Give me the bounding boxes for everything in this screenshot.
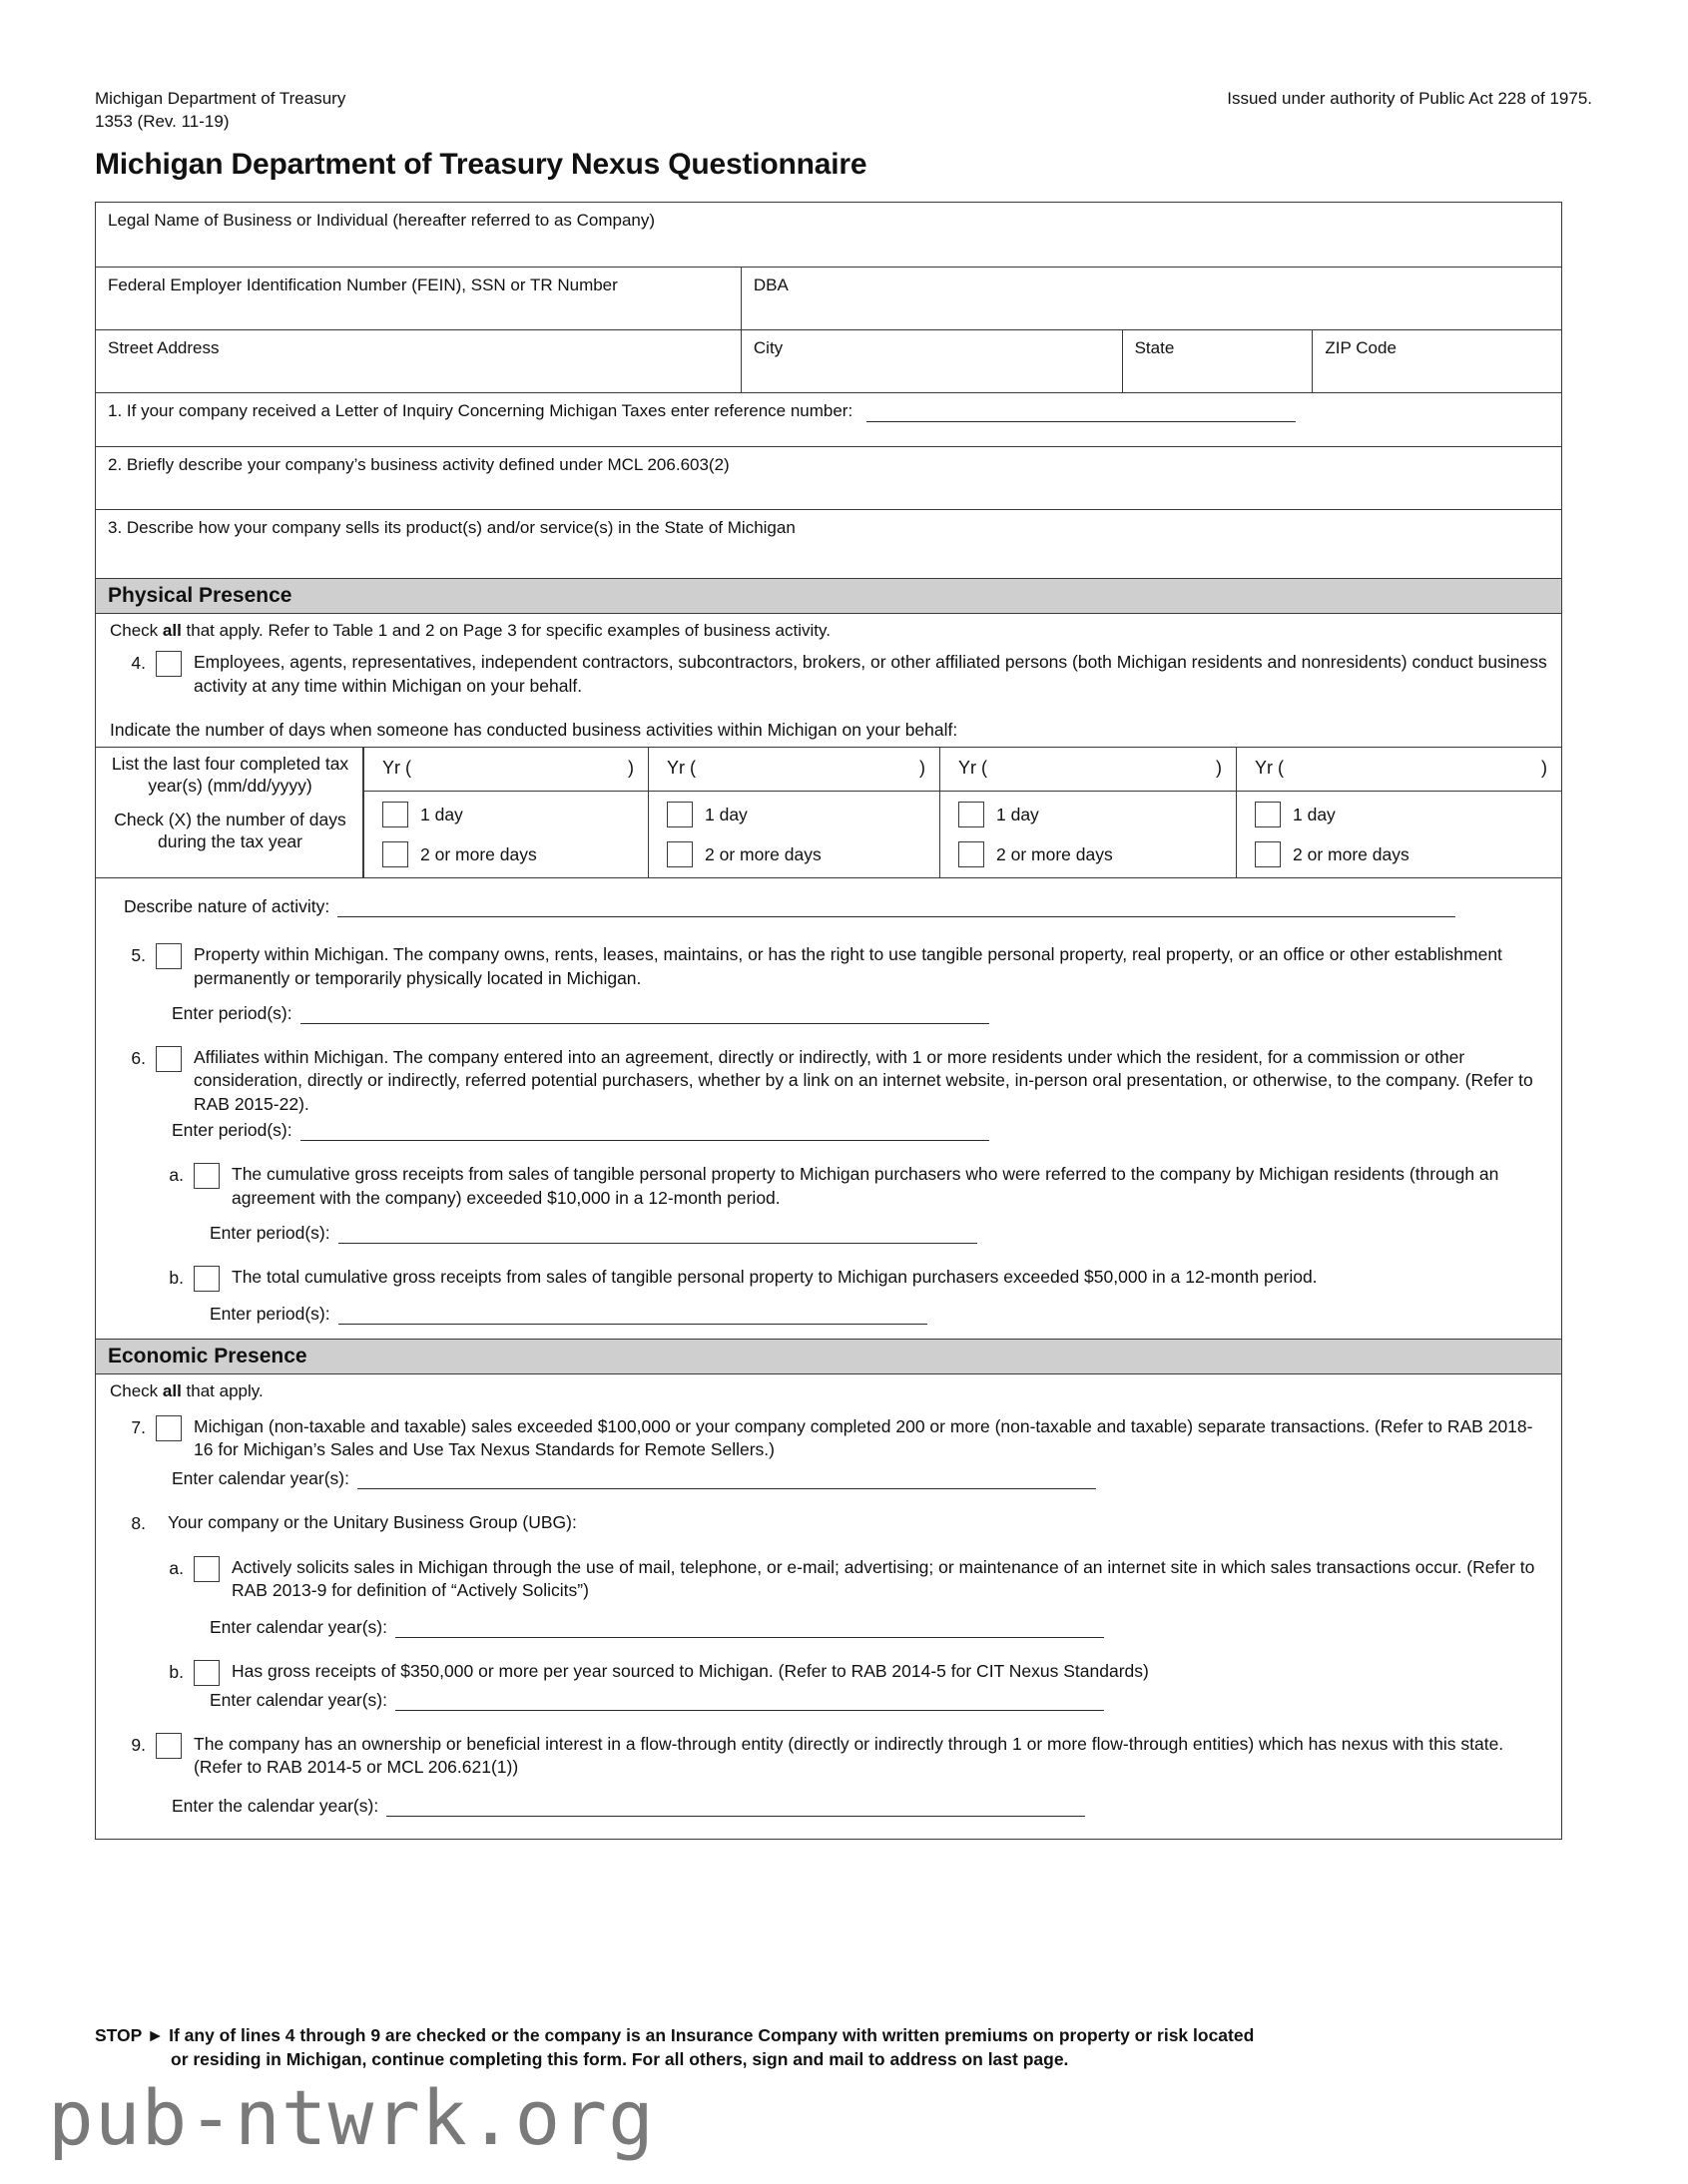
year-3-one-day-checkbox[interactable] (958, 802, 984, 827)
question-2-row (96, 447, 1561, 510)
header-left (95, 88, 345, 134)
item-8a (110, 1556, 1547, 1603)
state-label: State (1134, 338, 1175, 357)
item-6b-period-label: Enter period(s): (210, 1303, 330, 1324)
section-physical-presence-header: Physical Presence (96, 579, 1561, 614)
year-3-two-days-label: 2 or more days (996, 843, 1113, 864)
fein-dba-row (96, 268, 1561, 330)
year-header-3[interactable] (940, 748, 1236, 792)
header-right (1227, 88, 1592, 134)
item-7-year-label: Enter calendar year(s): (172, 1467, 349, 1488)
item-4-block (96, 651, 1561, 747)
year-1-two-days-label: 2 or more days (420, 843, 537, 864)
item-8b (110, 1660, 1547, 1686)
item-6-text: Affiliates within Michigan. The company entered into an agreement, directly or indirectly, with 1 or more residents under which the resident, for a commission or other consideration, directly or indirectly, referred potential purchasers, whether by a link on an internet website, in-person oral presentation, or otherwise, to the company. (Refer to RAB 2015-22). (194, 1046, 1533, 1114)
item-9 (110, 1733, 1547, 1780)
year-prefix-4: Yr ( (1255, 758, 1284, 779)
item-8a-year-input[interactable] (395, 1620, 1104, 1638)
days-intro: Indicate the number of days when someone has conducted business activities within Michigan on your behalf: (110, 720, 958, 741)
year-2-one-day-checkbox[interactable] (667, 802, 693, 827)
item-6a-period-input[interactable] (338, 1226, 977, 1244)
street-label: Street Address (108, 338, 220, 357)
year-options-4 (1237, 792, 1561, 877)
question-1-row (96, 393, 1561, 447)
stop-label: STOP (95, 2025, 143, 2045)
item-6-period-input[interactable] (300, 1123, 989, 1141)
year-1-one-day-label: 1 day (420, 804, 463, 824)
year-4-one-day-checkbox[interactable] (1255, 802, 1281, 827)
year-column-1 (363, 748, 648, 877)
economic-instruction-pre: Check (110, 1380, 163, 1400)
item-5-text: Property within Michigan. The company owns, rents, leases, maintains, or has the right to use tangible personal property, real property, or an office or other establishment permanently or temporarily physically located in Michigan. (194, 944, 1502, 988)
economic-instruction (96, 1374, 1561, 1401)
item-9-year-input[interactable] (386, 1799, 1085, 1817)
page-title: Michigan Department of Treasury Nexus Questionnaire (95, 148, 867, 181)
item-7-text: Michigan (non-taxable and taxable) sales exceeded $100,000 or your company completed 200 or more (non-taxable and taxable) separate transactions. (Refer to RAB 2018-16 for Michigan’s Sales and Use Tax Nexus Standards for Remote Sellers.) (194, 1415, 1533, 1460)
city-label: City (753, 338, 784, 357)
item-6a-number: a. (169, 1165, 184, 1186)
year-prefix-3: Yr ( (958, 758, 987, 779)
year-header-1[interactable] (364, 748, 648, 792)
item-6b-checkbox[interactable] (194, 1266, 220, 1292)
year-4-two-days-label: 2 or more days (1293, 843, 1409, 864)
question-3[interactable] (96, 510, 1561, 578)
year-3-one-day[interactable] (958, 802, 1222, 827)
watermark: pub-ntwrk.org (48, 2073, 655, 2162)
item-4 (110, 651, 1547, 698)
item-8a-checkbox[interactable] (194, 1556, 220, 1582)
check-days-label: Check (X) the number of days during the tax year (114, 810, 346, 852)
year-4-one-day[interactable] (1255, 802, 1547, 827)
item-5-number: 5. (131, 945, 146, 966)
item-7-year-row (110, 1468, 1547, 1489)
agency-name: Michigan Department of Treasury (95, 89, 346, 108)
item-6b-period-input[interactable] (338, 1307, 927, 1325)
item-6a (110, 1163, 1547, 1210)
item-4-text: Employees, agents, representatives, independent contractors, subcontractors, brokers, or other affiliated persons (both Michigan residents and nonresidents) conduct business activity at any time within Michigan on your behalf. (194, 652, 1547, 696)
zip-field[interactable] (1312, 330, 1561, 392)
fein-field[interactable] (96, 268, 741, 329)
year-4-one-day-label: 1 day (1293, 804, 1336, 824)
stop-arrow-icon: ► (146, 2025, 165, 2045)
question-1 (96, 393, 1561, 446)
section-economic-presence-header: Economic Presence (96, 1339, 1561, 1374)
item-9-year-label: Enter the calendar year(s): (172, 1796, 379, 1816)
year-1-two-days[interactable] (382, 841, 634, 867)
item-6b-text: The total cumulative gross receipts from sales of tangible personal property to Michigan purchasers exceeded $50,000 in a 12-month period. (232, 1266, 1318, 1287)
year-suffix-2: ) (919, 758, 925, 779)
item-5-checkbox[interactable] (156, 943, 182, 969)
item-6-checkbox[interactable] (156, 1046, 182, 1072)
days-table (96, 747, 1561, 878)
stop-notice (95, 2024, 1572, 2071)
year-prefix-1: Yr ( (382, 758, 411, 779)
year-header-4[interactable] (1237, 748, 1561, 792)
question-2-label: 2. Briefly describe your company’s business activity defined under MCL 206.603(2) (108, 455, 730, 474)
year-header-2[interactable] (649, 748, 939, 792)
item-6b-period-row (110, 1304, 1547, 1325)
zip-label: ZIP Code (1325, 338, 1397, 357)
item-4-number: 4. (131, 653, 146, 673)
physical-instruction-pre: Check (110, 621, 163, 640)
item-5-period-input[interactable] (300, 1006, 989, 1024)
item-8b-year-row (110, 1690, 1547, 1711)
item-8a-number: a. (169, 1557, 184, 1578)
item-8-number: 8. (131, 1512, 146, 1533)
legal-name-label: Legal Name of Business or Individual (hereafter referred to as Company) (108, 211, 656, 230)
item-6b (110, 1266, 1547, 1292)
item-7-year-input[interactable] (357, 1471, 1096, 1489)
item-9-checkbox[interactable] (156, 1733, 182, 1759)
year-prefix-2: Yr ( (667, 758, 696, 779)
year-suffix-3: ) (1216, 758, 1222, 779)
physical-instruction-bold: all (162, 621, 182, 640)
economic-instruction-bold: all (162, 1380, 182, 1400)
item-8b-checkbox[interactable] (194, 1660, 220, 1686)
describe-activity-input[interactable] (337, 899, 1455, 917)
item-4-checkbox[interactable] (156, 651, 182, 677)
year-options-2 (649, 792, 939, 877)
item-7-checkbox[interactable] (156, 1415, 182, 1441)
dba-label: DBA (753, 275, 789, 294)
item-6a-checkbox[interactable] (194, 1163, 220, 1189)
dba-field[interactable] (741, 268, 1561, 329)
tax-years-label: List the last four completed tax year(s) (mm/dd/yyyy) (111, 754, 349, 797)
question-1-input[interactable] (866, 401, 1296, 422)
item-6a-text: The cumulative gross receipts from sales of tangible personal property to Michigan purchasers who were referred to the company by Michigan residents (through an agreement with the company) exceeded $10,000 in a 12-month period. (232, 1164, 1499, 1208)
year-4-two-days-checkbox[interactable] (1255, 841, 1281, 867)
year-3-two-days[interactable] (958, 841, 1222, 867)
describe-activity-label: Describe nature of activity: (124, 896, 330, 917)
item-8b-year-input[interactable] (395, 1693, 1104, 1711)
item-9-text: The company has an ownership or beneficial interest in a flow-through entity (directly or indirectly through 1 or more flow-through entities) which has nexus with this state. (Refer to RAB 2014-5 or MCL 206.621(1)) (194, 1733, 1504, 1778)
authority-note: Issued under authority of Public Act 228 of 1975. (1227, 89, 1592, 108)
year-1-two-days-checkbox[interactable] (382, 841, 408, 867)
question-3-label: 3. Describe how your company sells its product(s) and/or service(s) in the State of Michigan (108, 518, 796, 537)
item-8a-text: Actively solicits sales in Michigan through the use of mail, telephone, or e-mail; advertising; or maintenance of an internet site in which sales transactions occur. (Refer to RAB 2013-9 for definition of “Actively Solicits”) (232, 1556, 1535, 1601)
year-suffix-4: ) (1541, 758, 1547, 779)
item-6-period-label: Enter period(s): (172, 1120, 292, 1141)
item-6a-period-label: Enter period(s): (210, 1222, 330, 1243)
question-3-row (96, 510, 1561, 579)
year-options-3 (940, 792, 1236, 877)
item-6a-period-row (110, 1223, 1547, 1244)
items-7-9-block (96, 1415, 1561, 1839)
year-column-2 (648, 748, 939, 877)
item-8b-number: b. (169, 1661, 184, 1682)
question-1-label: 1. If your company received a Letter of Inquiry Concerning Michigan Taxes enter reference number: (108, 401, 853, 420)
stop-line-2: or residing in Michigan, continue completing this form. For all others, sign and mail to address on last page. (171, 2048, 1069, 2069)
item-8 (110, 1511, 1547, 1536)
items-5-6-block (96, 878, 1561, 1338)
item-9-year-row (110, 1796, 1547, 1817)
item-6 (110, 1046, 1547, 1117)
fein-label: Federal Employer Identification Number (FEIN), SSN or TR Number (108, 275, 618, 294)
state-field[interactable] (1122, 330, 1313, 392)
days-table-labels (96, 748, 363, 877)
item-7-number: 7. (131, 1416, 146, 1437)
item-8a-year-row (110, 1617, 1547, 1638)
item-8b-year-label: Enter calendar year(s): (210, 1689, 387, 1710)
city-field[interactable] (741, 330, 1122, 392)
year-options-1 (364, 792, 648, 877)
year-2-one-day[interactable] (667, 802, 925, 827)
item-8b-text: Has gross receipts of $350,000 or more per year sourced to Michigan. (Refer to RAB 2014-5 for CIT Nexus Standards) (232, 1660, 1149, 1681)
describe-activity-row (110, 896, 1547, 917)
item-8a-year-label: Enter calendar year(s): (210, 1616, 387, 1637)
item-5-period-row (110, 1003, 1547, 1024)
document-header (95, 88, 1592, 134)
item-7 (110, 1415, 1547, 1462)
item-8-text: Your company or the Unitary Business Group (UBG): (168, 1511, 577, 1532)
year-1-one-day-checkbox[interactable] (382, 802, 408, 827)
year-2-two-days[interactable] (667, 841, 925, 867)
year-suffix-1: ) (628, 758, 634, 779)
year-column-4 (1236, 748, 1561, 877)
street-field[interactable] (96, 330, 741, 392)
year-column-3 (939, 748, 1236, 877)
form-revision: 1353 (Rev. 11-19) (95, 111, 230, 131)
year-2-one-day-label: 1 day (705, 804, 748, 824)
year-3-two-days-checkbox[interactable] (958, 841, 984, 867)
question-2[interactable] (96, 447, 1561, 509)
item-6-period-row (110, 1120, 1547, 1141)
year-3-one-day-label: 1 day (996, 804, 1039, 824)
item-6b-number: b. (169, 1267, 184, 1288)
item-9-number: 9. (131, 1734, 146, 1755)
year-4-two-days[interactable] (1255, 841, 1547, 867)
legal-name-row (96, 203, 1561, 268)
year-1-one-day[interactable] (382, 802, 634, 827)
economic-instruction-post: that apply. (181, 1380, 264, 1400)
address-row (96, 330, 1561, 393)
item-5-period-label: Enter period(s): (172, 1002, 292, 1023)
item-6-number: 6. (131, 1047, 146, 1068)
stop-line-1: If any of lines 4 through 9 are checked or the company is an Insurance Company with written premiums on property or risk located (169, 2025, 1255, 2045)
item-5 (110, 943, 1547, 990)
physical-instruction-post: that apply. Refer to Table 1 and 2 on Page 3 for specific examples of business activity. (181, 621, 831, 640)
form-body (95, 202, 1562, 1840)
year-2-two-days-label: 2 or more days (705, 843, 822, 864)
year-2-two-days-checkbox[interactable] (667, 841, 693, 867)
legal-name-field[interactable] (96, 203, 1561, 267)
physical-instruction (96, 614, 1561, 641)
